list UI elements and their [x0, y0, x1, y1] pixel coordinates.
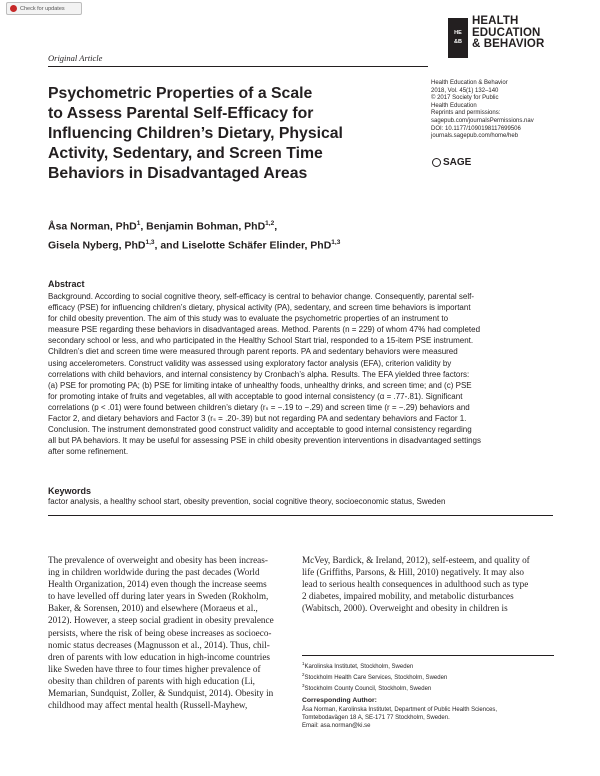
header-divider [48, 66, 428, 67]
meta-permissions-link[interactable]: sagepub.com/journalsPermissions.nav [431, 117, 534, 124]
title-line: Psychometric Properties of a Scale [48, 85, 313, 102]
journal-name-line: HEALTH [472, 15, 519, 27]
journal-logo [448, 16, 598, 64]
abstract-line: all but PA behaviors. It may be useful for assessing PSE in child obesity prevention interventions in disadvantaged settings [48, 436, 481, 446]
title-line: Influencing Children’s Dietary, Physical [48, 125, 343, 142]
body-line: dren of parents with low education in high-income countries [48, 651, 270, 662]
affiliation-number: 3 [302, 683, 305, 688]
abstract-line: secondary school or less, and who participated in the Healthy School Start trial, responded to a 15-item PSE instrument. [48, 336, 474, 346]
corresponding-author-heading: Corresponding Author: [302, 697, 377, 704]
author-affiliation: 1,3 [145, 238, 155, 246]
body-line: McVey, Bardick, & Ireland, 2012), self-esteem, and quality of [302, 555, 530, 565]
abstract-line: for child obesity prevention. The aim of this study was to evaluate the psychometric properties of an instrument to [48, 314, 449, 324]
body-line: life (Griffiths, Parsons, & Hill, 2010) negatively. It may also [302, 567, 524, 578]
body-line: Baker, & Sorensen, 2010) and elsewhere (Moraeus et al., [48, 603, 258, 614]
check-for-updates-label: Check for updates [20, 5, 65, 12]
abstract-line: Conclusion. The instrument demonstrated good construct validity and acceptable to good internal consistency regarding [48, 425, 472, 435]
author-name: Liselotte Schäfer Elinder, PhD [181, 239, 332, 251]
meta-journal: Health Education & Behavior [431, 80, 508, 86]
article-type: Original Article [48, 53, 103, 63]
body-line: like Sweden have three to four times higher prevalence of [48, 663, 261, 674]
meta-volume: 2018, Vol. 45(1) 132–140 [431, 87, 499, 94]
affiliations [302, 660, 447, 693]
abstract-line: using accelerometers. Construct validity was assessed using exploratory factor analysis (EFA), criterion validity by [48, 358, 452, 368]
logo-mark-line: HE [454, 30, 462, 36]
affiliation-text: Stockholm County Council, Stockholm, Sweden [304, 686, 432, 692]
author-affiliation: 1 [136, 220, 141, 227]
journal-logo-mark [448, 18, 468, 58]
corresponding-line: Tomtebodavägen 18 A, SE-171 77 Stockholm, Sweden. [302, 715, 450, 721]
footnote-divider [302, 655, 554, 656]
meta-copyright: © 2017 Society for Public [431, 95, 499, 102]
meta-reprints: Reprints and permissions: [431, 110, 501, 117]
body-line: persists, where the risk of being obese increases as socioeco- [48, 627, 272, 638]
article-title [48, 84, 418, 184]
body-line: Health Organization, 2014) even though the increase seems [48, 579, 267, 590]
title-line: Behaviors in Disadvantaged Areas [48, 165, 308, 182]
author-name: Benjamin Bohman, PhD [146, 220, 266, 233]
abstract-line: efficacy (PSE) for influencing children’s dietary, physical activity (PA), sedentary, and screen time behaviors is important [48, 303, 471, 313]
meta-doi[interactable]: DOI: 10.1177/1090198117699506 [431, 125, 521, 132]
affiliation-text: Karolinska Institutet, Stockholm, Sweden [304, 664, 414, 670]
body-line: 2 diabetes, impaired mobility, and metabolic disturbances [302, 591, 514, 602]
abstract-line: correlations with child behaviors, and internal consistency by Cronbach’s alpha. Results. The EFA yielded three factors: [48, 369, 470, 379]
check-for-updates-badge[interactable] [6, 2, 82, 15]
affiliation-item [302, 682, 447, 693]
corresponding-line: Åsa Norman, Karolinska Institutet, Department of Public Health Sciences, [302, 707, 498, 713]
author-name: Åsa Norman, PhD [48, 220, 137, 233]
author-line [48, 235, 340, 254]
sage-icon [432, 158, 441, 167]
update-icon [10, 5, 17, 12]
body-line: childhood may affect mental health (Russell-Mayhew, [48, 700, 248, 711]
affiliation-item [302, 660, 447, 671]
abstract-heading: Abstract [48, 279, 85, 289]
journal-name-line: & BEHAVIOR [472, 38, 545, 50]
body-line: 2012). However, a steep social gradient in obesity prevalence [48, 615, 274, 626]
body-line: The prevalence of overweight and obesity has been increas- [48, 555, 268, 565]
journal-name [472, 16, 544, 51]
author-separator: , [274, 220, 278, 233]
abstract-line: measure PSE regarding these behaviors in disadvantaged areas. Method. Parents (n = 229) of whom 47% had completed [48, 325, 481, 335]
affiliation-number: 1 [302, 661, 305, 666]
affiliation-item [302, 671, 447, 682]
meta-journal-link[interactable]: journals.sagepub.com/home/heb [431, 133, 519, 140]
abstract-line: correlations (p < .01) were found between children’s dietary (rₛ = −.19 to −.29) and screen time (r = −.29) behaviors and [48, 402, 470, 412]
logo-mark-line: &B [454, 39, 462, 45]
author-line [48, 216, 340, 235]
author-affiliation: 1,2 [265, 220, 275, 227]
abstract-line: Children’s diet and screen time were measured through parent reports. PA and sedentary behaviors were measured [48, 347, 458, 357]
body-column-right [302, 554, 554, 614]
body-line: lead to serious health consequences in adulthood such as type [302, 579, 529, 590]
sage-logo [432, 157, 471, 168]
body-line: Memarian, Sundquist, Zoller, & Sundquist, 2014). Obesity in [48, 688, 274, 699]
author-separator: , and [154, 239, 182, 251]
keywords-heading: Keywords [48, 486, 92, 496]
abstract-line: after some refinement. [48, 447, 129, 457]
abstract-text [48, 291, 553, 457]
abstract-line: Background. According to social cognitive theory, self-efficacy is central to behavior change. Consequently, parental self- [48, 292, 475, 301]
author-affiliation: 1,3 [331, 238, 341, 246]
body-line: ing in children worldwide during the past decades (World [48, 567, 260, 578]
abstract-line: for promoting intake of fruits and vegetables, all with acceptable to good internal consistency (α = .77-.81). Significant [48, 391, 463, 401]
body-line: nomic status decreases (Magnusson et al., 2014). Thus, chil- [48, 639, 270, 650]
body-line: (Wabitsch, 2000). Overweight and obesity in children is [302, 603, 508, 614]
meta-copyright-holder: Health Education [431, 102, 477, 109]
affiliation-text: Stockholm Health Care Services, Stockholm, Sweden [304, 675, 448, 681]
title-line: Activity, Sedentary, and Screen Time [48, 145, 323, 162]
corresponding-author [302, 706, 497, 730]
body-line: to have levelled off during later years in Sweden (Rokholm, [48, 591, 269, 602]
author-name: Gisela Nyberg, PhD [48, 239, 146, 251]
keywords-text: factor analysis, a healthy school start, obesity prevention, social cognitive theory, socioeconomic status, Sweden [48, 497, 446, 506]
publisher-name: SAGE [443, 157, 472, 168]
corresponding-email[interactable]: Email: asa.norman@ki.se [302, 723, 371, 729]
abstract-divider [48, 515, 553, 516]
author-separator: , [140, 220, 147, 233]
abstract-line: (a) PSE for promoting PA; (b) PSE for limiting intake of unhealthy foods, unhealthy drinks, and screen time; and (c) PSE [48, 380, 472, 390]
body-line: obesity than children of parents with high education (Li, [48, 675, 255, 686]
abstract-line: Factor 2, and dietary behaviors and Factor 3 (rₛ = .20-.39) but not regarding PA and sedentary behaviors and Factor 1. [48, 414, 467, 424]
body-column-left [48, 554, 300, 711]
journal-name-line: EDUCATION [472, 26, 541, 39]
title-line: to Assess Parental Self-Efficacy for [48, 105, 314, 122]
publication-meta [431, 80, 596, 141]
affiliation-number: 2 [302, 672, 305, 677]
author-list [48, 216, 340, 253]
